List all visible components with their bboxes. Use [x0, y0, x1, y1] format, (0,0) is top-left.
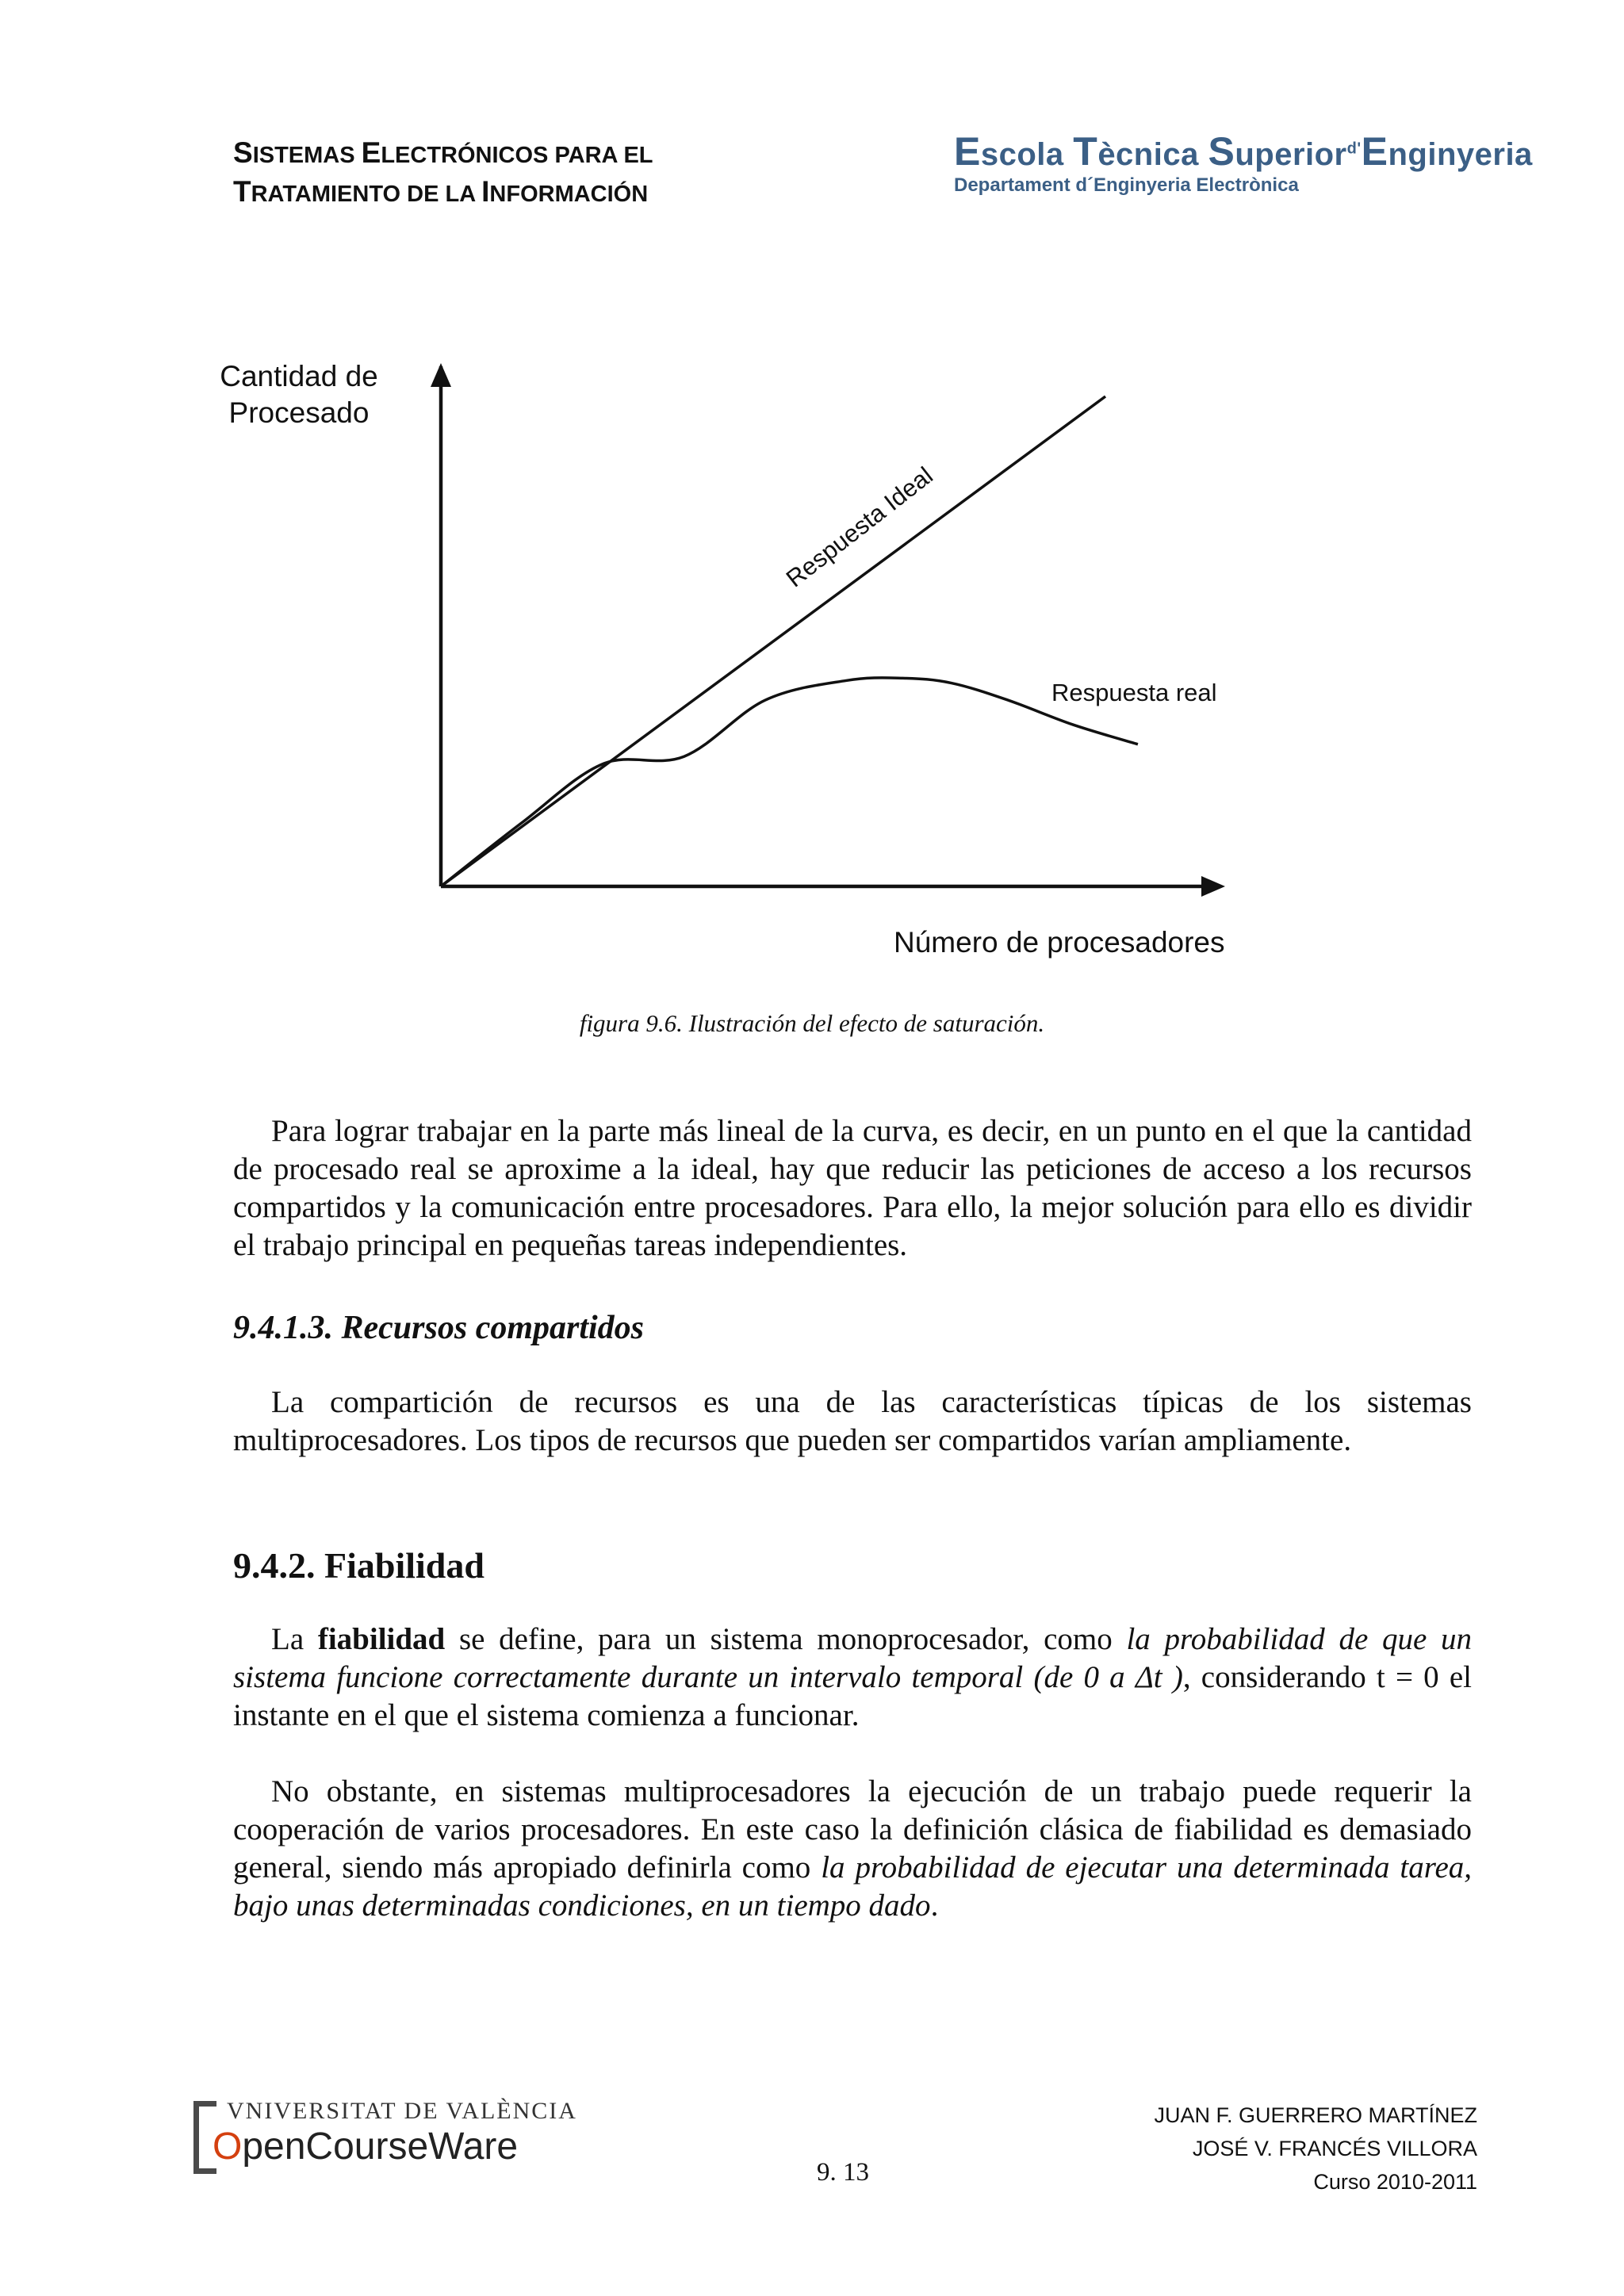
figure-caption: figura 9.6. Ilustración del efecto de saturación. [579, 1009, 1045, 1037]
section-heading-fiabilidad: 9.4.2. Fiabilidad [233, 1545, 485, 1586]
series-line-real [441, 678, 1138, 886]
y-axis-arrowhead [431, 363, 451, 387]
series-title-line-1: SISTEMAS ELECTRÓNICOS PARA EL [233, 136, 653, 169]
etse-logo-name: Escola Tècnica Superior$^{d'}$Enginyeria [954, 129, 1533, 174]
author-2: JOSÉ V. FRANCÉS VILLORA [1192, 2137, 1477, 2160]
y-axis-label: Cantidad de Procesado [220, 360, 378, 429]
series-title-line-2: TRATAMIENTO DE LA INFORMACIÓN [233, 175, 649, 208]
footer-authors [1154, 2099, 1477, 2198]
term-fiabilidad: fiabilidad [317, 1622, 446, 1656]
series-line-ideal [441, 396, 1105, 886]
ideal-response-label: Respuesta Ideal [780, 461, 938, 593]
section-heading-recursos-compartidos: 9.4.1.3. Recursos compartidos [233, 1310, 645, 1346]
real-response-label: Respuesta real [1051, 679, 1217, 706]
paragraph-recursos: La compartición de recursos es una de las características típicas de los sistemas multiprocesadores. Los tipos de recursos que pueden ser compartidos varían ampliamente. [233, 1385, 1472, 1457]
university-name: VNIVERSITAT DE VALÈNCIA [227, 2098, 577, 2124]
paragraph-fiabilidad-multiprocessor: No obstante, en sistemas multiprocesadores la ejecución de un trabajo puede requerir la cooperación de varios procesadores. En este caso la definición clásica de fiabilidad es demasiado general, siendo más apropiado definirla como la probabilidad de ejecutar una determinada tarea, bajo unas determinadas condiciones, en un tiempo dado. [233, 1774, 1473, 1923]
page-number: 9. 13 [817, 2158, 869, 2187]
x-axis-label: Número de procesadores [894, 926, 1225, 959]
paragraph-saturation: Para lograr trabajar en la parte más lineal de la curva, es decir, en un punto en el que la cantidad de procesado real se aproxime a la ideal, hay que reducir las peticiones de acceso a los recursos compartidos y la comunicación entre procesadores. Para ello, la mejor solución para ello es dividir el trabajo principal en pequeñas tareas independientes. [233, 1114, 1472, 1262]
author-1: JUAN F. GUERRERO MARTÍNEZ [1154, 2103, 1477, 2127]
paragraph-fiabilidad-definition: La fiabilidad se define, para un sistema monoprocesador, como la probabilidad de que un sistema funcione correctamente durante un intervalo temporal (de 0 a Δt ), considerando t = 0 el instante en el que el sistema comienza a funcionar. [233, 1622, 1472, 1732]
opencourseware-wordmark: OpenCourseWare [213, 2126, 519, 2168]
course-year: Curso 2010-2011 [1313, 2170, 1477, 2194]
x-axis-arrowhead [1201, 876, 1225, 897]
etse-logo-department: Departament d´Enginyeria Electrònica [954, 174, 1299, 196]
saturation-chart [0, 0, 1624, 1031]
